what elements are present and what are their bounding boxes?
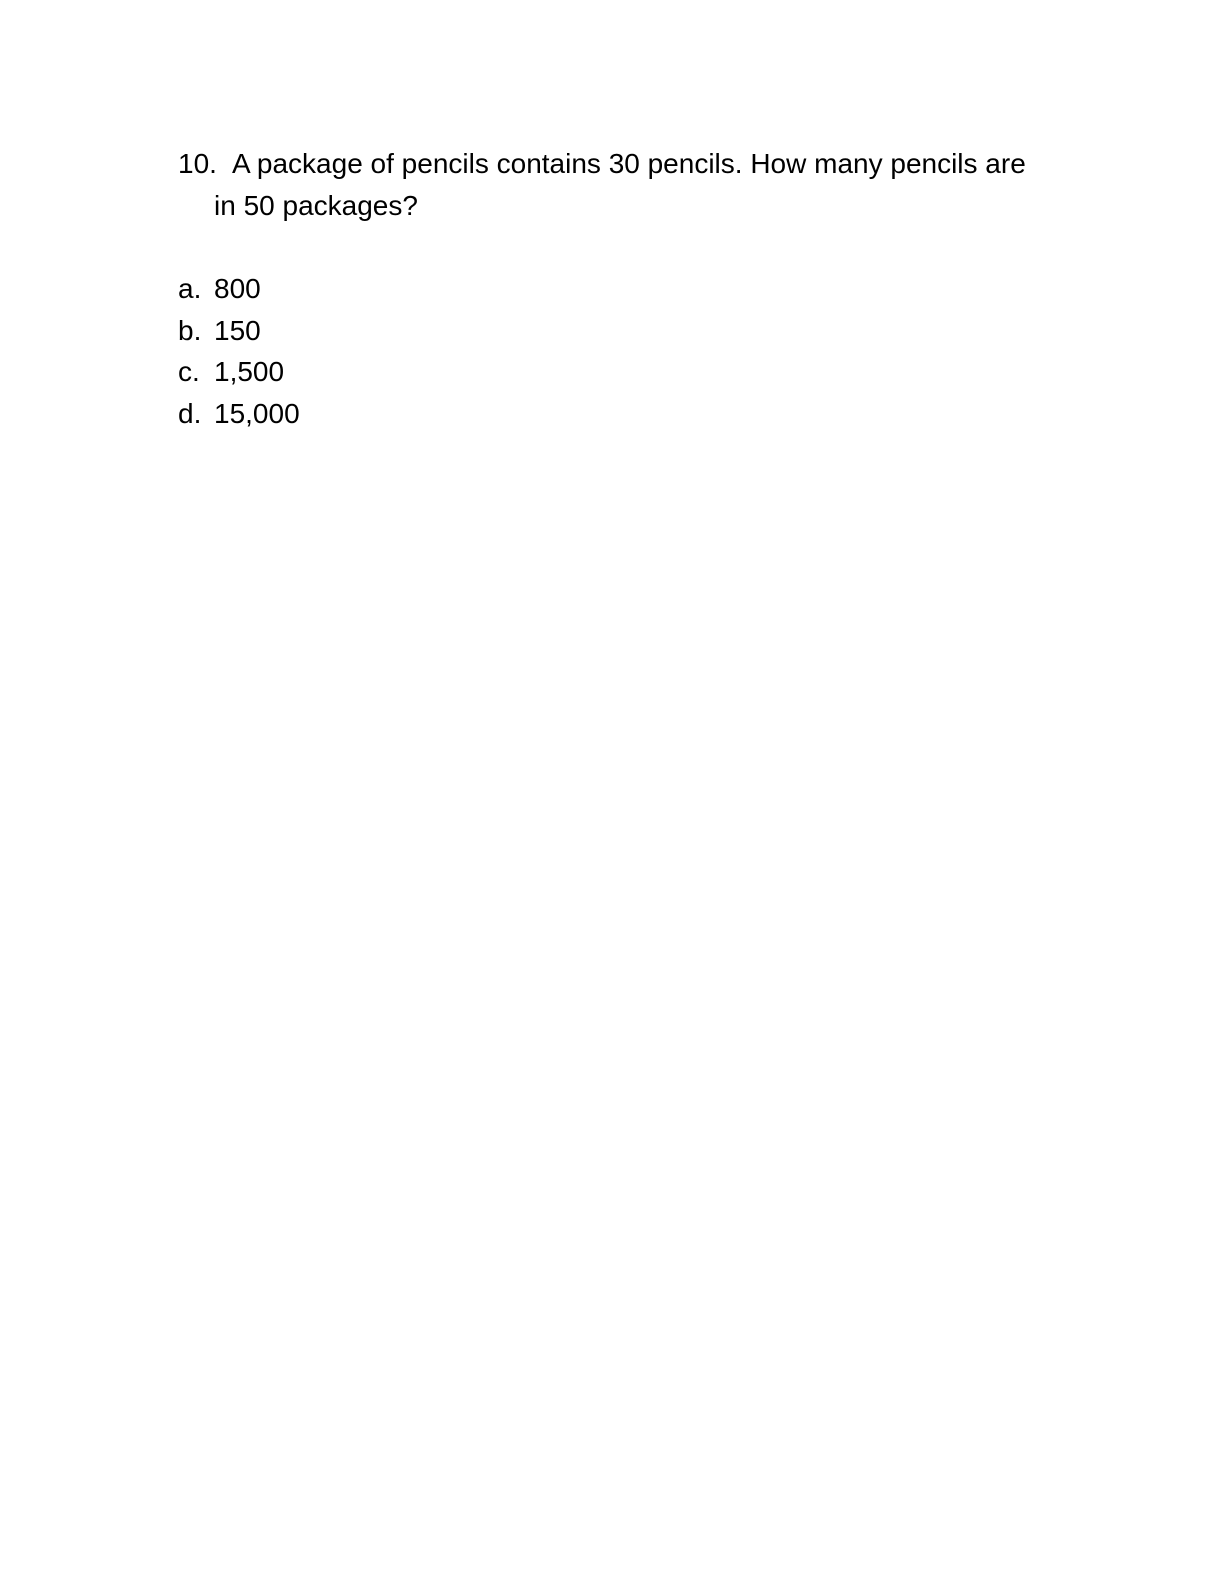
question-block (178, 143, 1058, 227)
answer-choices (178, 268, 300, 434)
choice-value: 1,500 (214, 356, 285, 387)
choice-letter: a. (178, 273, 202, 304)
choice-d (178, 393, 300, 435)
choice-b (178, 310, 300, 352)
question-line-2 (178, 185, 1058, 227)
choice-letter: b. (178, 314, 202, 346)
question-number: 10. (178, 148, 217, 179)
choice-value: 15,000 (214, 397, 300, 429)
choice-value: 800 (214, 273, 261, 304)
choice-letter: c. (178, 356, 200, 387)
choice-a (178, 268, 300, 310)
choice-value: 150 (214, 314, 261, 346)
choice-c (178, 351, 300, 393)
question-line-1 (178, 143, 1058, 185)
question-text-line-1: A package of pencils contains 30 pencils. How many pencils are (232, 148, 1026, 179)
choice-letter: d. (178, 397, 202, 429)
question-text-line-2: in 50 packages? (214, 190, 418, 221)
